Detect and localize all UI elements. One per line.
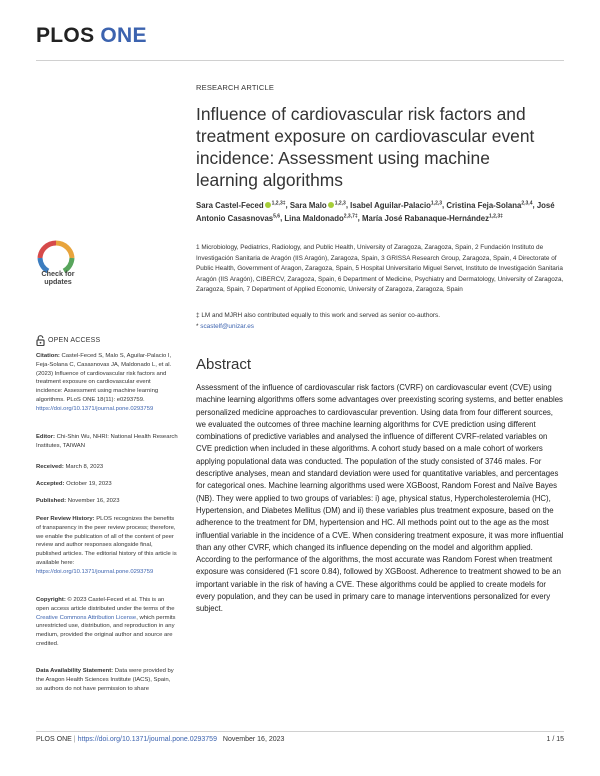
journal-name-one: ONE — [100, 24, 147, 47]
open-access-label: OPEN ACCESS — [48, 337, 101, 344]
orcid-icon[interactable] — [328, 202, 334, 208]
peer-review-link[interactable]: https://doi.org/10.1371/journal.pone.0293759 — [36, 568, 154, 575]
badge-line-2: updates — [44, 277, 72, 286]
received-block: Received: March 8, 2023 — [36, 464, 104, 470]
journal-logo — [36, 24, 147, 48]
corresponding-author: * scastelf@unizar.es — [196, 322, 254, 330]
footer-date: November 16, 2023 — [222, 736, 285, 743]
badge-line-1: Check for — [41, 269, 75, 278]
author-list: Sara Castel-Feced $^{1,2,3\ddagger}$, Sara Malo $^{1,2,3}$, Isabel Aguilar-Palacio$^{1,2,3}$, Cristina Feja-Solana$^{2,3,4}$, José Antonio Casasnovas$^{5,6}$, Lina Maldonado$^{2,3,7\ddagger}$, María José Rabanaque-Hernández$^{1,2,3\ddagger}$ — [196, 200, 555, 223]
citation-doi-link[interactable]: https://doi.org/10.1371/journal.pone.0293759 — [36, 405, 154, 412]
corresponding-email-link[interactable]: scastelf@unizar.es — [200, 322, 254, 330]
author[interactable]: Cristina Feja-Solana$^{2,3,4}$ — [446, 200, 533, 210]
page-number: 1 / 15 — [546, 736, 564, 743]
affiliations: 1 Microbiology, Pediatrics, Radiology, and Public Health, University of Zaragoza, Zaragoza, Spain, 2 Fundación Instituto de Investigación Sanitaria de Aragón (IIS Aragón), Zaragoza, Spain, 3 GRISSA Research Group, Zaragoza, Spain, 4 Directorate of Public Health, Government of Aragon, Zaragoza, Spain, 5 Hospital Universitario Miguel Servet, Instituto de Investigación Sanitaria Aragón (IIS Aragón), CIBERCV, Zaragoza, Spain, 6 Department of Medicine, Psychiatry and Dermatology, University of Zaragoza, Zaragoza, Spain, 7 Department of Applied Economic, University of Zaragoza, Zaragoza, Spain — [196, 244, 564, 294]
author-notes — [196, 311, 568, 332]
footer-doi-link[interactable]: https://doi.org/10.1371/journal.pone.0293759 — [77, 736, 217, 743]
article-type: RESEARCH ARTICLE — [196, 83, 275, 92]
open-access — [36, 335, 100, 346]
editor-block: Editor: Chi-Shin Wu, NHRI: National Health Research Institutes, TAIWAN — [36, 434, 178, 449]
license-link[interactable]: Creative Commons Attribution License — [36, 614, 137, 621]
article-title: Influence of cardiovascular risk factors and treatment exposure on cardiovascular event incidence: Assessment using machine learning algorithms — [196, 104, 535, 190]
author[interactable]: Sara Castel-Feced $^{1,2,3\ddagger}$ — [196, 200, 286, 210]
footer-divider — [36, 731, 564, 732]
page-footer: PLOS ONE | https://doi.org/10.1371/journal.pone.0293759 November 16, 2023 — [36, 736, 285, 743]
contribution-note: ‡ LM and MJRH also contributed equally to this work and served as senior co-authors. — [196, 312, 441, 319]
abstract-heading: Abstract — [196, 356, 252, 373]
abstract-text: Assessment of the influence of cardiovascular risk factors (CVRF) on cardiovascular event (CVE) using machine learning algorithms offers some advantages over preexisting scoring systems, and better enables personalized medicine approaches to cardiovascular prevention. Using data from four different sources, we evaluated the outcomes of three machine learning algorithms for CVE prediction using different combinations of predictive variables and analysed the influence of different CVRF-related variables on CVE prediction when included in these algorithms. A cohort study based on a male cohort of workers applying populational data was conducted. The population of the study consisted of 3746 males. For descriptive analyses, mean and standard deviation were used for quantitative variables, and percentages for categorical ones. Machine learning algorithms used were XGBoost, Random Forest and Naïve Bayes (NB). They were applied to two groups of variables: i) age, physical status, Hypercholesterolemia (HC), Hypertension, and Diabetes Mellitus (DM) and ii) these variables plus treatment exposure, based on the adherence to the treatment for DM, hypertension and HC. All methods point out to the age as the most influential variable in the incidence of a CVE. When considering treatment exposure, it was more influential than any other CVRF, which changed its influence depending on the model and algorithm applied. According to the performance of the algorithms, the most accurate was Random Forest when treatment exposure was considered (F1 score 0.84), followed by XGBoost. Adherence to treatment showed to be an important variable in the risk of having a CVE. These algorithms could be applied to create models for every population, and they can be used in primary care to manage interventions personalized for every subject. — [196, 383, 564, 614]
published-block: Published: November 16, 2023 — [36, 498, 120, 504]
author[interactable]: José Antonio Casasnovas$^{5,6}$ — [196, 200, 555, 223]
data-availability-block: Data Availability Statement: Data were provided by the Aragon Health Sciences Institute (IACS), Spain, so authors do not have permission to share — [36, 668, 174, 692]
accepted-block: Accepted: October 19, 2023 — [36, 481, 112, 487]
author[interactable]: Isabel Aguilar-Palacio$^{1,2,3}$ — [350, 200, 443, 210]
check-for-updates-badge[interactable] — [36, 270, 80, 286]
author[interactable]: Lina Maldonado$^{2,3,7\ddagger}$ — [284, 213, 358, 223]
author[interactable]: Sara Malo $^{1,2,3}$ — [289, 200, 346, 210]
journal-name-plos: PLOS — [36, 24, 95, 47]
peer-review-block: Peer Review History: PLOS recognizes the benefits of transparency in the peer review process; therefore, we enable the publication of all of the content of peer review and author responses alongside final, published articles. The editorial history of this article is available here: https://doi.org/10.1371/journal.pone.0293759 — [36, 516, 177, 575]
copyright-block: Copyright: © 2023 Castel-Feced et al. This is an open access article distributed under the terms of the Creative Commons Attribution License, which permits unrestricted use, distribution, and reproduction in any medium, provided the original author and source are credited. — [36, 597, 176, 647]
footer-journal: PLOS ONE — [36, 736, 72, 743]
open-lock-icon — [36, 335, 45, 346]
citation-block: Citation: Castel-Feced S, Malo S, Aguilar-Palacio I, Feja-Solana C, Casasnovas JA, Maldonado L, et al. (2023) Influence of cardiovascular risk factors and treatment exposure on cardiovascular event incidence: Assessment using machine learning algorithms. PLoS ONE 18(11): e0293759. https://doi.org/10.1371/journal.pone.0293759 — [36, 353, 172, 412]
author[interactable]: María José Rabanaque-Hernández$^{1,2,3\ddagger}$ — [362, 213, 503, 223]
header-divider — [36, 60, 564, 61]
orcid-icon[interactable] — [265, 202, 271, 208]
